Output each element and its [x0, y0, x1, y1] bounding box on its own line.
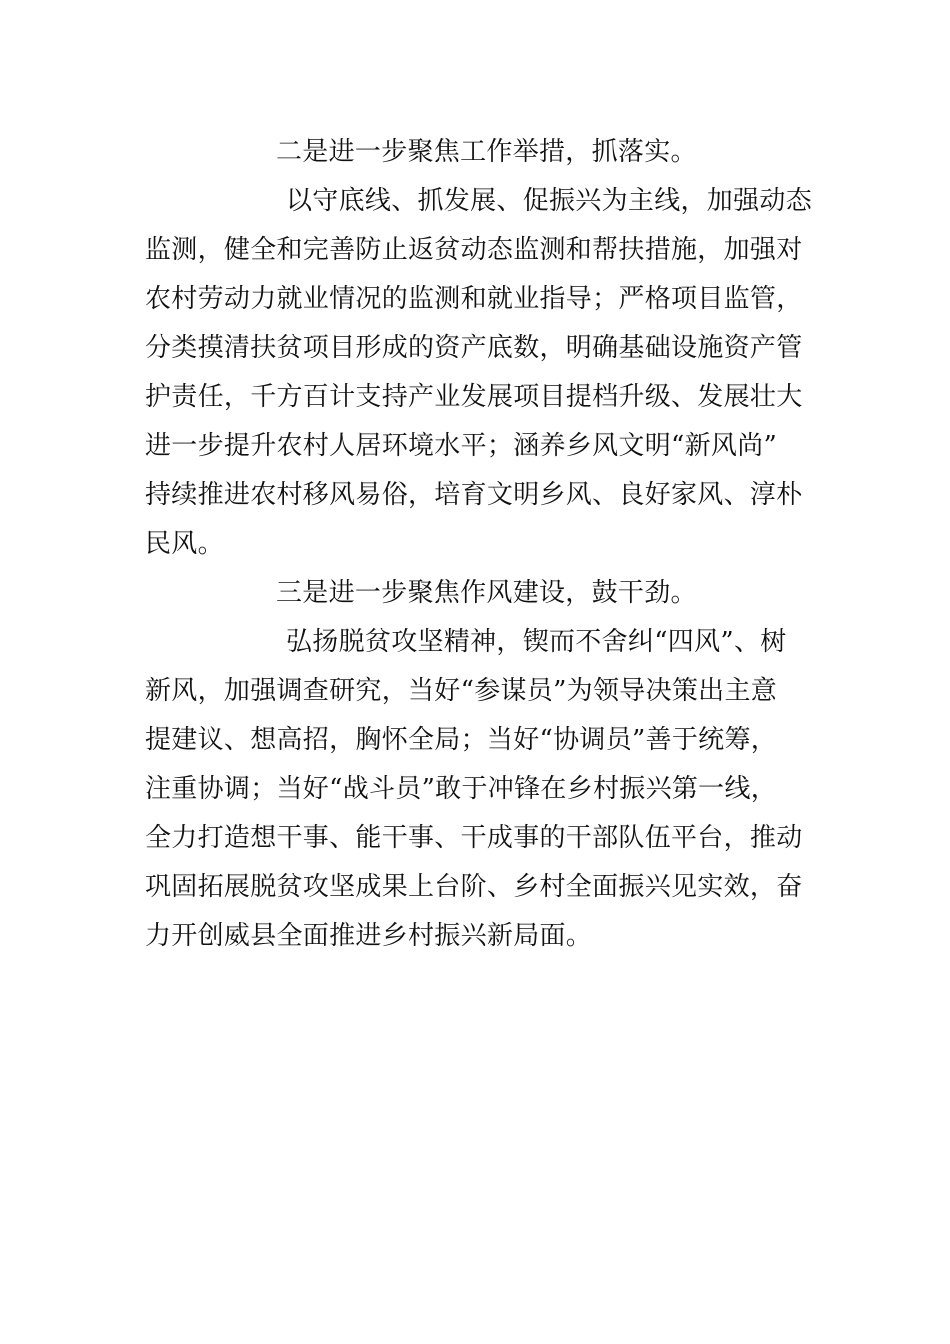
document-body: [145, 128, 813, 961]
paragraph-line: 进一步提升农村人居环境水平；涵养乡风文明“新风尚”: [145, 431, 778, 461]
paragraph-line: 护责任，千方百计支持产业发展项目提档升级、发展壮大: [145, 382, 803, 412]
paragraph-line: 持续推进农村移风易俗，培育文明乡风、良好家风、淳朴: [145, 480, 803, 510]
paragraph-line: 提建议、想高招，胸怀全局；当好“协调员”善于统筹，: [145, 725, 778, 755]
section-paragraph-2: [145, 177, 813, 569]
section-heading-2: 二是进一步聚焦工作举措，抓落实。: [276, 137, 697, 167]
paragraph-line: 巩固拓展脱贫攻坚成果上台阶、乡村全面振兴见实效，奋: [145, 872, 803, 902]
paragraph-line: 农村劳动力就业情况的监测和就业指导；严格项目监管，: [145, 284, 803, 314]
paragraph-line: 弘扬脱贫攻坚精神，锲而不舍纠“四风”、树: [286, 627, 787, 657]
paragraph-line: 分类摸清扶贫项目形成的资产底数，明确基础设施资产管: [145, 333, 803, 363]
paragraph-line: 民风。: [145, 529, 224, 559]
section-paragraph-3: [145, 618, 805, 961]
paragraph-line: 新风，加强调查研究，当好“参谋员”为领导决策出主意: [145, 676, 778, 706]
paragraph-line: 以守底线、抓发展、促振兴为主线，加强动态: [286, 186, 813, 216]
paragraph-line: 监测，健全和完善防止返贫动态监测和帮扶措施，加强对: [145, 235, 803, 265]
paragraph-line: 注重协调；当好“战斗员”敢于冲锋在乡村振兴第一线，: [145, 774, 778, 804]
paragraph-line: 全力打造想干事、能干事、干成事的干部队伍平台，推动: [145, 823, 803, 853]
section-heading-3: 三是进一步聚焦作风建设，鼓干劲。: [276, 578, 697, 608]
paragraph-line: 力开创威县全面推进乡村振兴新局面。: [145, 921, 593, 951]
